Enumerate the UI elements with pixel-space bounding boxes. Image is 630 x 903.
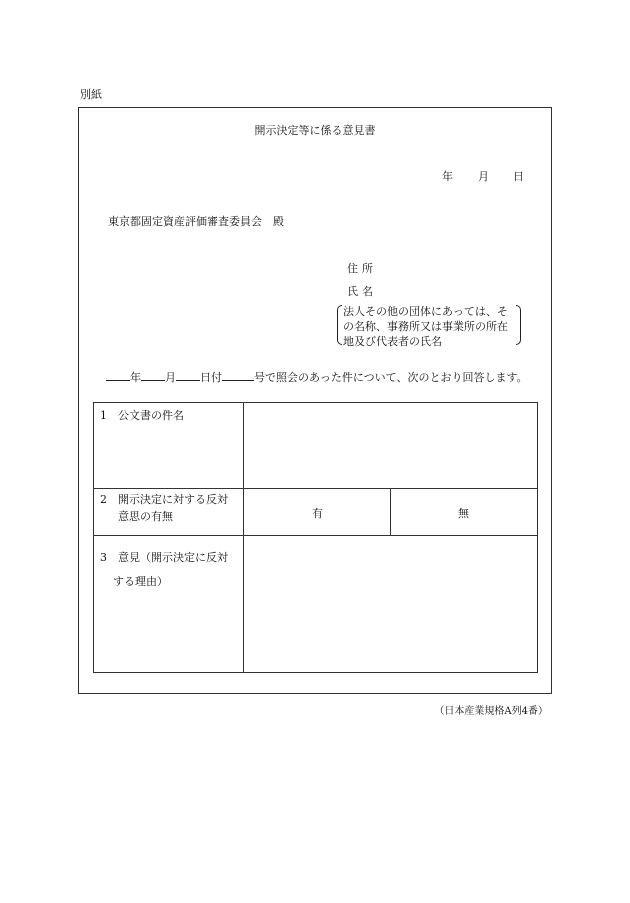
row1-number: 1 xyxy=(100,409,107,422)
table-row-divider-1 xyxy=(94,488,537,489)
choice-no: 無 xyxy=(458,507,469,520)
name-label: 氏名 xyxy=(347,285,377,298)
document-title: 開示決定等に係る意見書 xyxy=(254,124,376,137)
date-year-label: 年 xyxy=(442,170,453,183)
row3-title-line1: 意見（開示決定に反対 xyxy=(118,551,228,564)
paper-standard-note: （日本産業規格A列4番） xyxy=(434,706,548,717)
date-day-label: 日 xyxy=(513,170,524,183)
blank-month xyxy=(141,368,165,381)
row2-title-line1: 開示決定に対する反対 xyxy=(118,493,228,506)
blank-year xyxy=(106,368,130,381)
row2-number: 2 xyxy=(100,493,107,506)
blank-number xyxy=(222,368,254,381)
bracket-left xyxy=(337,305,342,345)
table-row-divider-2 xyxy=(94,535,537,536)
corporation-note xyxy=(337,301,521,346)
inquiry-rest-text: 号で照会のあった件について、次のとおり回答します。 xyxy=(254,371,528,384)
row2-title-line2: 意思の有無 xyxy=(118,510,173,523)
opinion-table xyxy=(93,402,538,673)
row3-title-line2: する理由） xyxy=(113,575,168,588)
choice-yes: 有 xyxy=(312,507,323,520)
table-column-divider xyxy=(243,403,244,672)
row1-label xyxy=(100,407,184,424)
inquiry-sentence xyxy=(106,368,528,385)
date-month-label: 月 xyxy=(478,170,489,183)
row2-label xyxy=(100,491,228,525)
annex-label: 別紙 xyxy=(80,88,102,101)
address-label: 住所 xyxy=(347,262,377,275)
inquiry-year-label: 年 xyxy=(130,371,141,384)
inquiry-month-label: 月 xyxy=(165,371,176,384)
inquiry-day-label: 日付 xyxy=(200,371,222,384)
table-choice-divider xyxy=(390,489,391,535)
row1-title: 公文書の件名 xyxy=(118,409,184,422)
addressee: 東京都固定資産評価審査委員会 殿 xyxy=(108,215,284,228)
blank-day xyxy=(176,368,200,381)
row3-number: 3 xyxy=(100,551,107,564)
corporation-note-text: 法人その他の団体にあっては、その名称、事務所又は事業所の所在地及び代表者の氏名 xyxy=(343,305,508,348)
bracket-right xyxy=(516,305,521,345)
row3-label xyxy=(100,546,228,594)
